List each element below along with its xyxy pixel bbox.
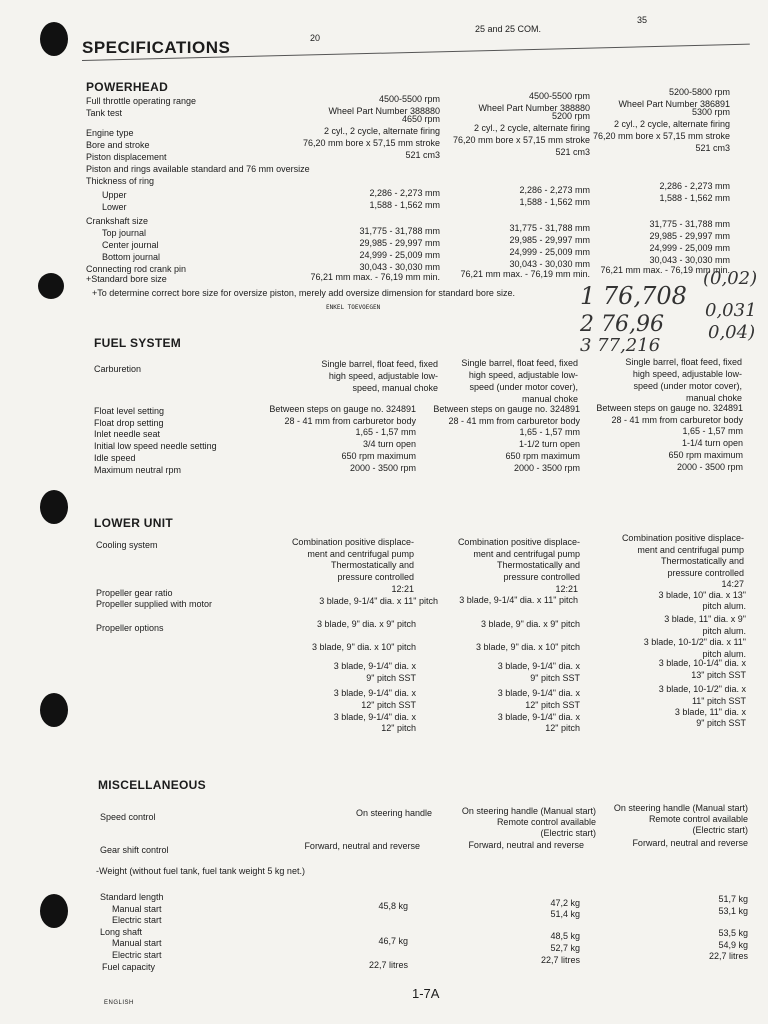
speed-control-col2: Remote control available [496, 817, 596, 827]
fuel-capacity-value: 22,7 litres [368, 960, 408, 970]
powerhead-value-col3: 29,985 - 29,997 mm [649, 231, 730, 241]
speed-control-col3: On steering handle (Manual start) [613, 803, 748, 813]
powerhead-value-col3: 31,775 - 31,788 mm [649, 219, 730, 229]
fuel-label: Idle speed [94, 452, 136, 463]
carburetion-col3: Single barrel, float feed, fixed [625, 357, 742, 367]
prop-option-col1: 3 blade, 9" dia. x 10" pitch [312, 642, 416, 652]
carburetion-col3: high speed, adjustable low- [632, 369, 742, 379]
weight-standard-electric: 51,4 kg [550, 909, 580, 919]
powerhead-value-col1: 1,588 - 1,562 mm [369, 200, 440, 210]
speed-control-col3: (Electric start) [692, 825, 748, 835]
powerhead-label: +Standard bore size [86, 274, 167, 284]
prop-options-label: Propeller options [96, 623, 164, 633]
powerhead-value-col1: 2,286 - 2,273 mm [369, 188, 440, 198]
weight-label: -Weight (without fuel tank, fuel tank weight 5 kg net.) [96, 866, 305, 876]
carburetion-col1: Single barrel, float feed, fixed [321, 359, 438, 369]
powerhead-value-col3: Wheel Part Number 386891 [618, 99, 730, 109]
carburetion-col2: Single barrel, float feed, fixed [461, 358, 578, 368]
prop-option-col1: 3 blade, 9-1/4" dia. x [333, 712, 416, 722]
gear-ratio-col3: 14:27 [721, 579, 744, 589]
prop-option-col2: 9" pitch SST [530, 673, 580, 683]
powerhead-value-col2: 30,043 - 30,030 mm [509, 259, 590, 269]
electric-start-label: Electric start [112, 950, 162, 960]
column-header-left: 20 [310, 33, 321, 43]
prop-supplied-col3: 3 blade, 10" dia. x 13" [658, 590, 746, 600]
handwritten-line-1: 1 76,708 [580, 282, 687, 310]
fuel-value-col2: Between steps on gauge no. 324891 [433, 404, 580, 414]
cooling-label: Cooling system [96, 540, 158, 550]
powerhead-value-col2: 5200 rpm [551, 111, 590, 121]
powerhead-label: Piston displacement [86, 152, 167, 162]
powerhead-label: Top journal [102, 228, 147, 238]
powerhead-value-col1: 2 cyl., 2 cycle, alternate firing [323, 126, 440, 136]
section-heading-fuel: FUEL SYSTEM [94, 336, 182, 350]
cooling-col1: ment and centrifugal pump [307, 548, 414, 559]
powerhead-label: Center journal [102, 240, 159, 250]
carburetion-col3: speed (under motor cover), [633, 381, 742, 391]
prop-option-col3: 3 blade, 10-1/4" dia. x [658, 658, 746, 668]
powerhead-label: Tank test [86, 108, 123, 118]
powerhead-value-col1: 29,985 - 29,997 mm [359, 238, 440, 248]
powerhead-value-col2: 31,775 - 31,788 mm [509, 223, 590, 233]
section-heading-lower-unit: LOWER UNIT [94, 516, 173, 530]
powerhead-value-col1: 31,775 - 31,788 mm [359, 226, 440, 236]
prop-option-col2: 12" pitch SST [525, 700, 580, 710]
fuel-value-col3: 2000 - 3500 rpm [676, 461, 743, 472]
powerhead-value-col1: 76,21 mm max. - 76,19 mm min. [310, 272, 440, 282]
prop-option-col3: 9" pitch SST [696, 718, 746, 728]
powerhead-value-col1: 4650 rpm [401, 114, 440, 124]
prop-supplied-col2: 3 blade, 9-1/4" dia. x 11" pitch [459, 595, 578, 605]
carburetion-col1: speed, manual choke [352, 383, 438, 393]
fuel-value-col2: 650 rpm maximum [505, 450, 580, 461]
gear-ratio-col1: 12:21 [391, 584, 414, 594]
powerhead-label: Full throttle operating range [86, 96, 197, 106]
handwritten-line-3: 3 77,216 [580, 335, 661, 356]
weight-long-manual: 48,5 kg [550, 931, 580, 941]
speed-control-col2: (Electric start) [540, 828, 596, 838]
prop-option-col3: 3 blade, 11" dia. x 9" [664, 614, 746, 624]
fuel-label: Inlet needle seat [94, 429, 161, 440]
powerhead-value-col3: 2,286 - 2,273 mm [659, 181, 730, 191]
prop-option-col1: 12" pitch [381, 723, 416, 733]
cooling-col2: Combination positive displace- [457, 537, 580, 547]
fuel-value-col1: 3/4 turn open [362, 439, 416, 450]
prop-option-col1: 3 blade, 9-1/4" dia. x [333, 661, 416, 671]
prop-option-col1: 3 blade, 9-1/4" dia. x [333, 688, 416, 698]
prop-option-col3: pitch alum. [702, 649, 746, 659]
weight-standard-manual: 45,8 kg [378, 901, 408, 911]
prop-option-col2: 3 blade, 9-1/4" dia. x [497, 688, 580, 698]
fuel-capacity-label: Fuel capacity [102, 962, 156, 972]
prop-option-col3: 13" pitch SST [691, 670, 746, 680]
fuel-value-col3: 28 - 41 mm from carburetor body [611, 414, 743, 425]
powerhead-value-col3: 5300 rpm [691, 107, 730, 117]
powerhead-value-col2: 4500-5500 rpm [528, 91, 590, 101]
prop-option-col3: 3 blade, 11" dia. x [674, 707, 746, 717]
weight-standard-electric: 53,1 kg [718, 906, 748, 916]
weight-long-manual: 53,5 kg [718, 928, 748, 938]
footer-language: ENGLISH [104, 1000, 134, 1006]
gear-shift-col2: Forward, neutral and reverse [468, 840, 584, 850]
prop-option-col2: 3 blade, 9" dia. x 9" pitch [481, 619, 580, 629]
speed-control-col3: Remote control available [648, 814, 748, 824]
section-heading-misc: MISCELLANEOUS [98, 778, 206, 792]
fuel-value-col1: 650 rpm maximum [341, 450, 416, 461]
powerhead-label: Lower [102, 202, 127, 212]
powerhead-value-col3: 1,588 - 1,562 mm [659, 193, 730, 203]
powerhead-value-col2: Wheel Part Number 388880 [478, 103, 590, 113]
prop-option-col2: 3 blade, 9-1/4" dia. x [497, 712, 580, 722]
oversize-note: +To determine correct bore size for oversize piston, merely add oversize dimension for standard bore size. [92, 288, 515, 298]
fuel-value-col2: 2000 - 3500 rpm [513, 462, 580, 473]
prop-option-col1: 9" pitch SST [366, 673, 416, 683]
powerhead-value-col1: Wheel Part Number 388880 [328, 106, 440, 116]
powerhead-value-col1: 521 cm3 [405, 150, 440, 160]
fuel-value-col2: 1,65 - 1,57 mm [519, 427, 580, 438]
binder-hole [40, 894, 68, 928]
powerhead-value-col3: 2 cyl., 2 cycle, alternate firing [613, 119, 730, 129]
powerhead-label: Engine type [86, 128, 134, 138]
fuel-value-col2: 28 - 41 mm from carburetor body [448, 415, 580, 426]
long-shaft-label: Long shaft [100, 927, 143, 937]
cooling-col3: ment and centrifugal pump [637, 544, 744, 555]
powerhead-value-col2: 29,985 - 29,997 mm [509, 235, 590, 245]
carburetion-col2: high speed, adjustable low- [468, 370, 578, 380]
powerhead-value-col2: 2 cyl., 2 cycle, alternate firing [473, 123, 590, 133]
prop-option-col2: 3 blade, 9-1/4" dia. x [497, 661, 580, 671]
speed-control-col1: On steering handle [355, 808, 432, 818]
gear-shift-col3: Forward, neutral and reverse [632, 838, 748, 848]
page-number: 1-7A [412, 986, 440, 1001]
powerhead-value-col2: 1,588 - 1,562 mm [519, 197, 590, 207]
fuel-value-col1: Between steps on gauge no. 324891 [269, 404, 416, 414]
standard-length-label: Standard length [100, 892, 164, 902]
prop-supplied-col3: pitch alum. [702, 601, 746, 611]
carburetion-col2: speed (under motor cover), [469, 382, 578, 392]
handwritten-note: ENKEL TOEVOEGEN [326, 304, 381, 311]
powerhead-label: Connecting rod crank pin [86, 264, 187, 274]
fuel-value-col3: 1,65 - 1,57 mm [682, 426, 743, 437]
fuel-label: Maximum neutral rpm [94, 464, 182, 475]
cooling-col1: Combination positive displace- [291, 537, 414, 547]
fuel-label: Float level setting [94, 406, 165, 416]
weight-standard-manual: 47,2 kg [550, 898, 580, 908]
fuel-value-col3: 1-1/4 turn open [681, 438, 743, 449]
fuel-value-col3: Between steps on gauge no. 324891 [596, 403, 743, 413]
prop-option-col3: pitch alum. [702, 626, 746, 636]
powerhead-label: Crankshaft size [86, 216, 149, 226]
prop-option-col3: 11" pitch SST [691, 696, 746, 706]
fuel-value-col1: 1,65 - 1,57 mm [355, 427, 416, 438]
cooling-col2: ment and centrifugal pump [473, 548, 580, 559]
handwritten-bracket-3: 0,04) [708, 322, 756, 343]
gear-shift-label: Gear shift control [100, 845, 169, 855]
powerhead-label: Thickness of ring [86, 176, 155, 186]
powerhead-label: Piston and rings available standard and 76 mm oversize [86, 164, 310, 174]
weight-long-electric: 52,7 kg [550, 943, 580, 953]
fuel-value-col1: 2000 - 3500 rpm [349, 462, 416, 473]
weight-long-manual: 46,7 kg [378, 936, 408, 946]
column-header-center: 25 and 25 COM. [475, 24, 542, 34]
powerhead-value-col2: 76,21 mm max. - 76,19 mm min. [460, 269, 590, 279]
fuel-capacity-value: 22,7 litres [708, 951, 748, 961]
powerhead-value-col3: 76,20 mm bore x 57,15 mm stroke [592, 131, 730, 141]
prop-option-col2: 3 blade, 9" dia. x 10" pitch [476, 642, 580, 652]
speed-control-col2: On steering handle (Manual start) [461, 806, 596, 816]
fuel-value-col1: 28 - 41 mm from carburetor body [284, 415, 416, 426]
manual-start-label: Manual start [112, 904, 162, 914]
section-heading-powerhead: POWERHEAD [86, 80, 169, 94]
handwritten-bracket-2: 0,031 [705, 300, 757, 321]
fuel-label: Initial low speed needle setting [94, 441, 217, 452]
powerhead-value-col1: 4500-5500 rpm [378, 94, 440, 104]
cooling-col3: Combination positive displace- [621, 533, 744, 543]
gear-shift-col1: Forward, neutral and reverse [304, 841, 420, 851]
prop-supplied-label: Propeller supplied with motor [96, 599, 213, 609]
page-title: SPECIFICATIONS [82, 38, 231, 57]
carburetion-label: Carburetion [94, 364, 142, 374]
gear-ratio-label: Propeller gear ratio [96, 588, 173, 598]
cooling-col2: pressure controlled [503, 571, 580, 582]
cooling-col3: pressure controlled [667, 567, 744, 578]
powerhead-value-col1: 30,043 - 30,030 mm [359, 262, 440, 272]
fuel-label: Float drop setting [94, 417, 164, 428]
electric-start-label: Electric start [112, 915, 162, 925]
powerhead-label: Bore and stroke [86, 140, 150, 150]
powerhead-value-col3: 521 cm3 [695, 143, 730, 153]
prop-option-col1: 3 blade, 9" dia. x 9" pitch [317, 619, 416, 629]
prop-option-col2: 12" pitch [545, 723, 580, 733]
carburetion-col3: manual choke [685, 393, 742, 403]
prop-supplied-col1: 3 blade, 9-1/4" dia. x 11" pitch [319, 596, 438, 606]
prop-option-col1: 12" pitch SST [361, 700, 416, 710]
powerhead-value-col3: 30,043 - 30,030 mm [649, 255, 730, 265]
handwritten-bracket-1: (0,02) [703, 268, 758, 289]
carburetion-col1: high speed, adjustable low- [328, 371, 438, 381]
powerhead-label: Bottom journal [102, 252, 161, 262]
powerhead-label: Upper [102, 190, 127, 200]
binder-hole [40, 693, 68, 727]
cooling-col1: Thermostatically and [330, 560, 414, 570]
powerhead-value-col1: 76,20 mm bore x 57,15 mm stroke [302, 138, 440, 148]
powerhead-value-col3: 76,21 mm max. - 76,19 mm min. [600, 265, 730, 275]
weight-long-electric: 54,9 kg [718, 940, 748, 950]
binder-hole [40, 490, 68, 524]
prop-option-col3: 3 blade, 10-1/2" dia. x [658, 684, 746, 694]
fuel-capacity-value: 22,7 litres [540, 955, 580, 965]
manual-start-label: Manual start [112, 938, 162, 948]
cooling-col1: pressure controlled [337, 571, 414, 582]
binder-hole [40, 22, 68, 56]
binder-hole [38, 273, 64, 299]
powerhead-value-col2: 76,20 mm bore x 57,15 mm stroke [452, 135, 590, 145]
powerhead-value-col2: 521 cm3 [555, 147, 590, 157]
powerhead-value-col3: 5200-5800 rpm [668, 87, 730, 97]
cooling-col3: Thermostatically and [660, 556, 744, 566]
weight-standard-manual: 51,7 kg [718, 894, 748, 904]
column-header-right: 35 [637, 15, 648, 25]
handwritten-line-2: 2 76,96 [580, 312, 671, 337]
powerhead-value-col2: 24,999 - 25,009 mm [509, 247, 590, 257]
gear-ratio-col2: 12:21 [555, 584, 578, 594]
prop-option-col3: 3 blade, 10-1/2" dia. x 11" [643, 637, 746, 647]
fuel-value-col2: 1-1/2 turn open [518, 439, 580, 450]
powerhead-value-col1: 24,999 - 25,009 mm [359, 250, 440, 260]
powerhead-value-col2: 2,286 - 2,273 mm [519, 185, 590, 195]
fuel-value-col3: 650 rpm maximum [668, 449, 743, 460]
carburetion-col2: manual choke [521, 394, 578, 404]
powerhead-value-col3: 24,999 - 25,009 mm [649, 243, 730, 253]
cooling-col2: Thermostatically and [496, 560, 580, 570]
speed-control-label: Speed control [100, 812, 156, 822]
